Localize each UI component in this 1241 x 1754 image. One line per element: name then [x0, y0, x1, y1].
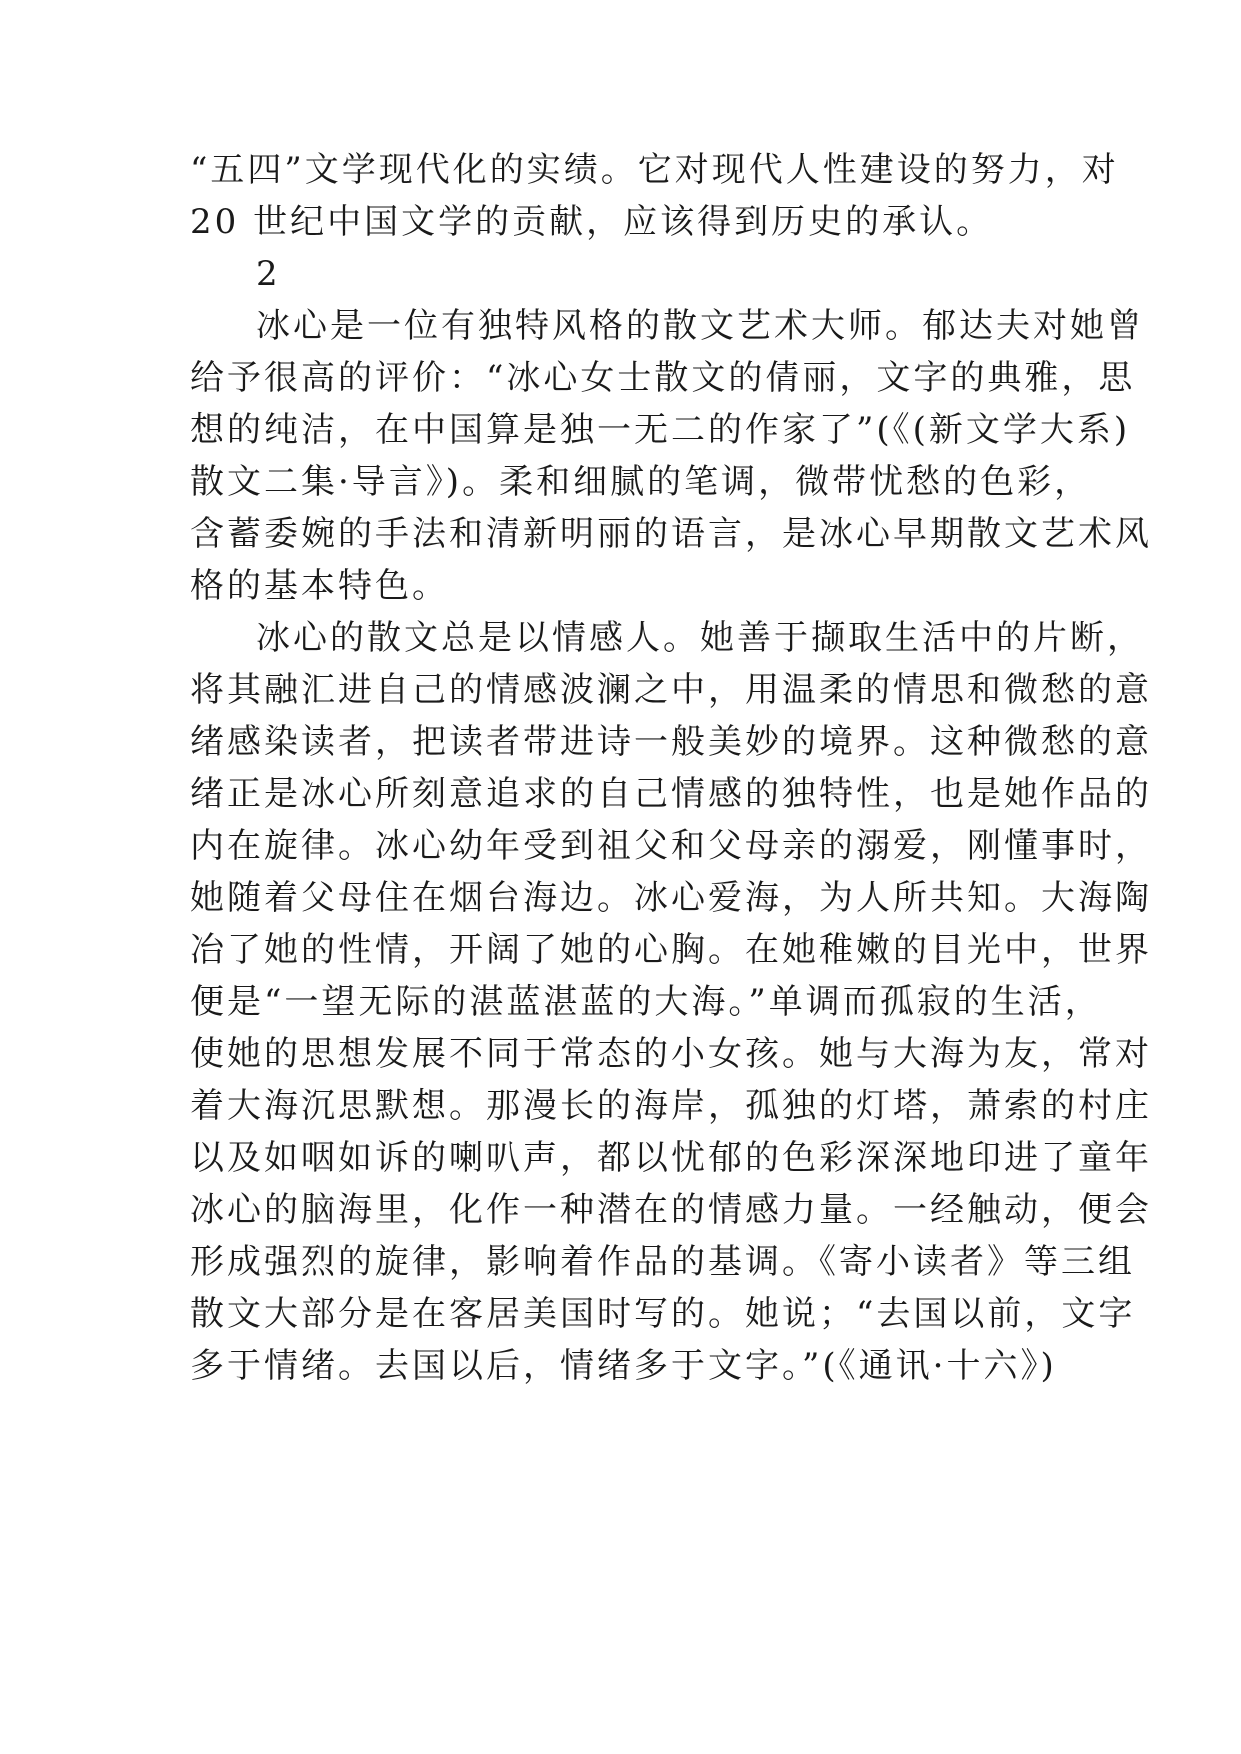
- paragraph-2-line-1: 冰心是一位有独特风格的散文艺术大师。郁达夫对她曾: [256, 306, 1144, 346]
- paragraph-1-line-1: “五四”文学现代化的实绩。它对现代人性建设的努力，对: [190, 150, 1119, 190]
- paragraph-2-line-4: 散文二集·导言》)。柔和细腻的笔调，微带忧愁的色彩，: [190, 462, 1092, 502]
- paragraph-2-line-2: 给予很高的评价：“冰心女士散文的倩丽，文字的典雅，思: [190, 358, 1136, 398]
- paragraph-3-line-15: 多于情绪。去国以后，情绪多于文字。”(《通讯·十六》): [190, 1346, 1057, 1386]
- paragraph-3-line-14: 散文大部分是在客居美国时写的。她说；“去国以前，文字: [190, 1294, 1136, 1334]
- paragraph-3-line-2: 将其融汇进自己的情感波澜之中，用温柔的情思和微愁的意: [190, 670, 1152, 710]
- paragraph-3-line-4: 绪正是冰心所刻意追求的自己情感的独特性，也是她作品的: [190, 774, 1152, 814]
- paragraph-1-line-2: 20 世纪中国文学的贡献，应该得到历史的承认。: [190, 202, 994, 242]
- paragraph-3-line-12: 冰心的脑海里，化作一种潜在的情感力量。一经触动，便会: [190, 1190, 1152, 1230]
- paragraph-3-line-10: 着大海沉思默想。那漫长的海岸，孤独的灯塔，萧索的村庄: [190, 1086, 1152, 1126]
- paragraph-3-line-5: 内在旋律。冰心幼年受到祖父和父母亲的溺爱，刚懂事时，: [190, 826, 1152, 866]
- paragraph-3-line-11: 以及如咽如诉的喇叭声，都以忧郁的色彩深深地印进了童年: [190, 1138, 1152, 1178]
- paragraph-3-line-9: 使她的思想发展不同于常态的小女孩。她与大海为友，常对: [190, 1034, 1152, 1074]
- paragraph-2-line-5: 含蓄委婉的手法和清新明丽的语言，是冰心早期散文艺术风: [190, 514, 1152, 554]
- paragraph-3-line-3: 绪感染读者，把读者带进诗一般美妙的境界。这种微愁的意: [190, 722, 1152, 762]
- paragraph-3-line-1: 冰心的散文总是以情感人。她善于撷取生活中的片断，: [256, 618, 1144, 658]
- paragraph-3-line-13: 形成强烈的旋律，影响着作品的基调。《寄小读者》等三组: [190, 1242, 1135, 1282]
- paragraph-2-line-3: 想的纯洁，在中国算是独一无二的作家了”(《(新文学大系): [190, 410, 1131, 450]
- paragraph-3-line-6: 她随着父母住在烟台海边。冰心爱海，为人所共知。大海陶: [190, 878, 1152, 918]
- section-number: 2: [256, 254, 281, 294]
- paragraph-2-line-6: 格的基本特色。: [190, 566, 449, 606]
- paragraph-3-line-7: 冶了她的性情，开阔了她的心胸。在她稚嫩的目光中，世界: [190, 930, 1152, 970]
- paragraph-3-line-8: 便是“一望无际的湛蓝湛蓝的大海。”单调而孤寂的生活，: [190, 982, 1102, 1022]
